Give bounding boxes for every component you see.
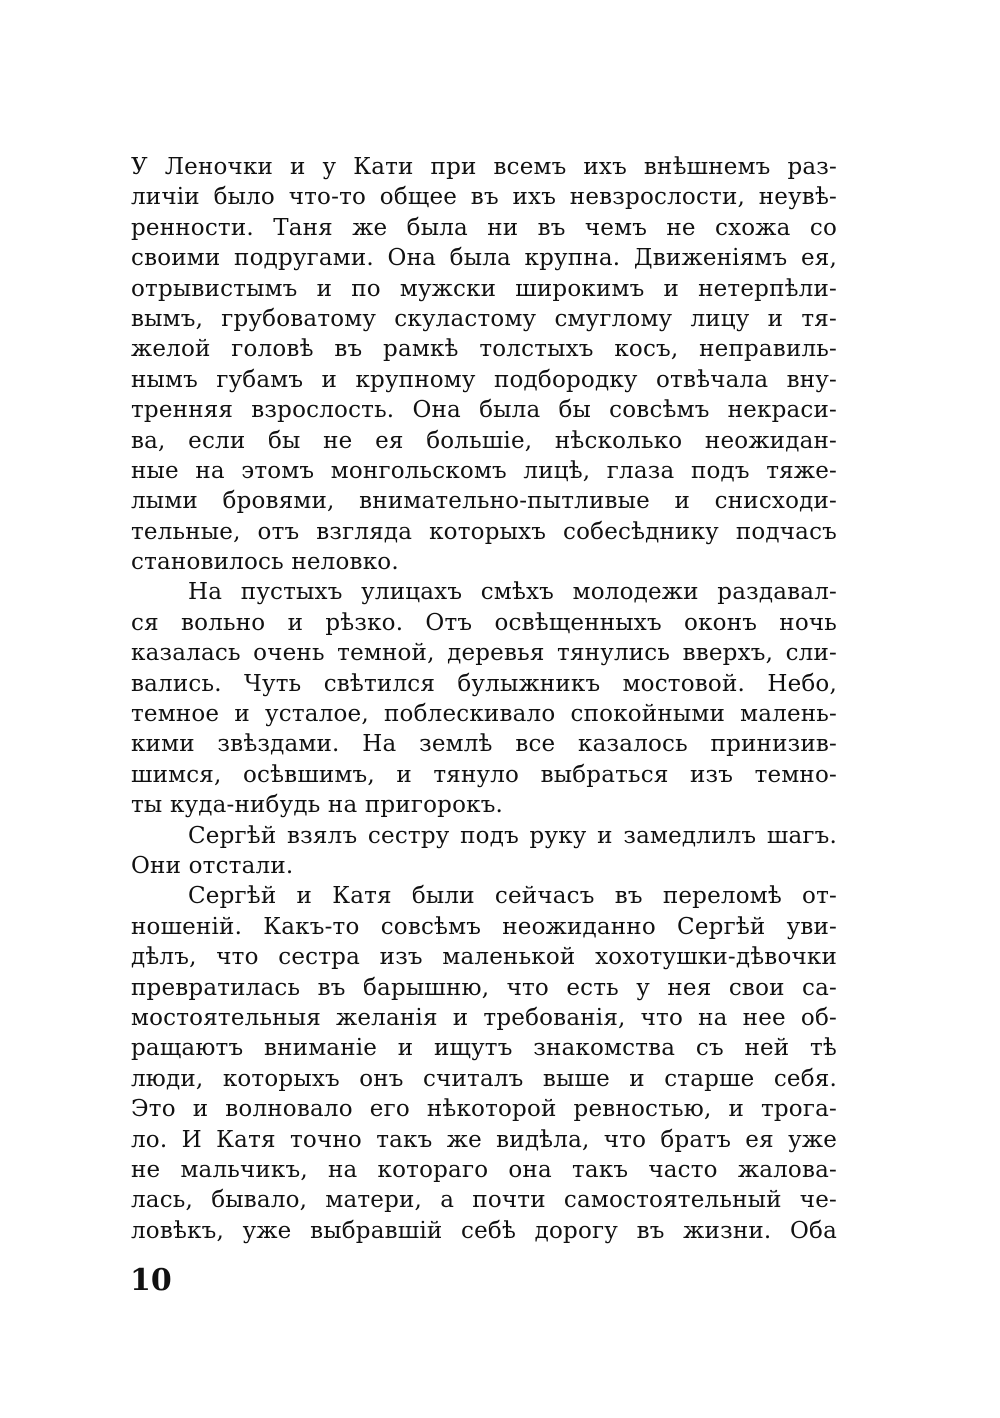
paragraph xyxy=(131,821,837,882)
text-line: личіи было что-то общее въ ихъ невзрослости, неувѣ- xyxy=(131,184,837,211)
text-line: ные на этомъ монгольскомъ лицѣ, глаза подъ тяже- xyxy=(131,457,837,484)
text-line: желой головѣ въ рамкѣ толстыхъ косъ, неправиль- xyxy=(131,336,837,363)
text-line: ловѣкъ, уже выбравшій себѣ дорогу въ жизни. Оба xyxy=(131,1217,837,1244)
text-line: вымъ, грубоватому скуластому смуглому лицу и тя- xyxy=(131,305,837,332)
paragraph xyxy=(131,577,837,820)
text-line: ло. И Катя точно такъ же видѣла, что братъ ея уже xyxy=(131,1126,837,1153)
text-line: На пустыхъ улицахъ смѣхъ молодежи раздавал- xyxy=(188,579,837,606)
text-line: вались. Чуть свѣтился булыжникъ мостовой. Небо, xyxy=(131,670,837,697)
text-line: отрывистымъ и по мужски широкимъ и нетерпѣли- xyxy=(131,275,837,302)
text-line: тренняя взрослость. Она была бы совсѣмъ некраси- xyxy=(131,397,837,424)
paragraph xyxy=(131,881,837,1246)
text-line: своими подругами. Она была крупна. Движеніямъ ея, xyxy=(131,245,837,272)
text-line: становилось неловко. xyxy=(131,549,399,576)
text-line: лыми бровями, внимательно-пытливые и снисходи- xyxy=(131,488,837,515)
text-line: темное и усталое, поблескивало спокойными малень- xyxy=(131,701,837,728)
text-line: Они отстали. xyxy=(131,852,294,879)
text-line: ва, если бы не ея большіе, нѣсколько неожидан- xyxy=(131,427,837,454)
text-line: У Леночки и у Кати при всемъ ихъ внѣшнемъ раз- xyxy=(131,154,837,180)
paragraph xyxy=(131,152,837,577)
text-line: не мальчикъ, на котораго она такъ часто жалова- xyxy=(131,1156,837,1183)
text-line: Сергѣй взялъ сестру подъ руку и замедлилъ шагъ. xyxy=(188,822,837,849)
text-line: мостоятельныя желанія и требованія, что на нее об- xyxy=(131,1004,837,1031)
text-line: ращаютъ вниманіе и ищутъ знакомства съ ней тѣ xyxy=(131,1035,837,1062)
text-line: ся вольно и рѣзко. Отъ освѣщенныхъ оконъ ночь xyxy=(131,609,837,636)
text-line: лась, бывало, матери, а почти самостоятельный че- xyxy=(131,1187,837,1214)
text-line: ты куда-нибудь на пригорокъ. xyxy=(131,792,504,819)
text-line: казалась очень темной, деревья тянулись вверхъ, сли- xyxy=(131,640,837,667)
page-number: 10 xyxy=(130,1263,172,1298)
text-line: кими звѣздами. На землѣ все казалось принизив- xyxy=(131,731,837,758)
text-line: Сергѣй и Катя были сейчасъ въ переломѣ от- xyxy=(188,883,837,910)
text-line: тельные, отъ взгляда которыхъ собесѣднику подчасъ xyxy=(131,518,837,545)
text-line: ренности. Таня же была ни въ чемъ не схожа со xyxy=(131,214,837,241)
text-line: нымъ губамъ и крупному подбородку отвѣчала вну- xyxy=(131,366,837,393)
text-line: Это и волновало его нѣкоторой ревностью, и трога- xyxy=(131,1096,837,1123)
page-text xyxy=(131,152,837,1246)
text-line: дѣлъ, что сестра изъ маленькой хохотушки-дѣвочки xyxy=(131,944,837,971)
text-line: превратилась въ барышню, что есть у нея свои са- xyxy=(131,974,837,1001)
text-line: люди, которыхъ онъ считалъ выше и старше себя. xyxy=(131,1065,837,1092)
text-line: шимся, осѣвшимъ, и тянуло выбраться изъ темно- xyxy=(131,761,837,788)
text-line: ношеній. Какъ-то совсѣмъ неожиданно Сергѣй уви- xyxy=(131,913,837,940)
